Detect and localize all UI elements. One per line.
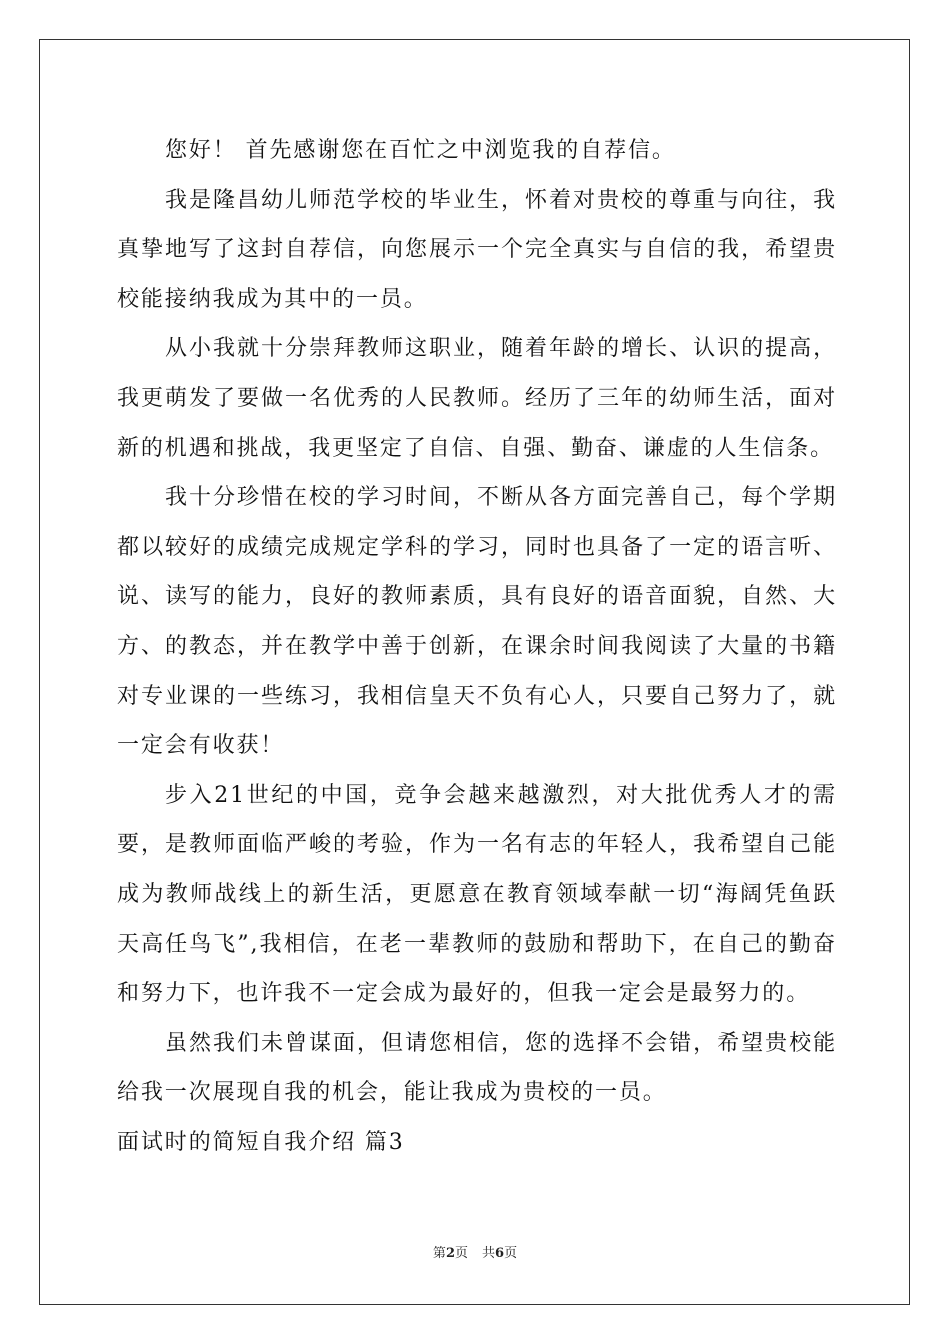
- footer-total-prefix: 共: [482, 1246, 496, 1261]
- paragraph-greeting: 您好！ 首先感谢您在百忙之中浏览我的自荐信。: [165, 138, 676, 163]
- paragraph-aspiration: 从小我就十分崇拜教师这职业，随着年龄的增长、认识的提高，我更萌发了要做一名优秀的人民教师。经历了三年的幼师生活，面对新的机遇和挑战，我更坚定了自信、自强、勤奋、谦虚的人生信条。: [117, 336, 837, 461]
- footer-prefix: 第: [432, 1246, 446, 1261]
- paragraph-closing: 虽然我们未曾谋面，但请您相信，您的选择不会错，希望贵校能给我一次展现自我的机会，能让我成为贵校的一员。: [117, 1030, 837, 1106]
- paragraph-study: 我十分珍惜在校的学习时间，不断从各方面完善自己，每个学期都以较好的成绩完成规定学科的学习，同时也具备了一定的语言听、说、读写的能力，良好的教师素质，具有良好的语音面貌，自然、大方、的教态，并在教学中善于创新，在课余时间我阅读了大量的书籍对专业课的一些练习，我相信皇天不负有心人，只要自己努力了，就一定会有收获！: [117, 485, 837, 759]
- page-footer: [0, 1246, 950, 1262]
- section-heading: 面试时的简短自我介绍 篇3: [117, 1129, 405, 1155]
- footer-total-unit: 页: [504, 1246, 518, 1261]
- paragraph-ambition: 步入21世纪的中国，竞争会越来越激烈，对大批优秀人才的需要，是教师面临严峻的考验，作为一名有志的年轻人，我希望自己能成为教师战线上的新生活，更愿意在教育领域奉献一切“海阔凭鱼跃天高任鸟飞”,我相信，在老一辈教师的鼓励和帮助下，在自己的勤奋和努力下，也许我不一定会成为最好的，但我一定会是最努力的。: [117, 782, 837, 1007]
- document-body: [117, 126, 837, 1167]
- footer-total-pages: 6: [495, 1246, 505, 1261]
- paragraph-introduction: 我是隆昌幼儿师范学校的毕业生，怀着对贵校的尊重与向往，我真挚地写了这封自荐信，向您展示一个完全真实与自信的我，希望贵校能接纳我成为其中的一员。: [117, 187, 837, 312]
- footer-page-unit: 页: [454, 1246, 468, 1261]
- footer-current-page: 2: [445, 1246, 455, 1261]
